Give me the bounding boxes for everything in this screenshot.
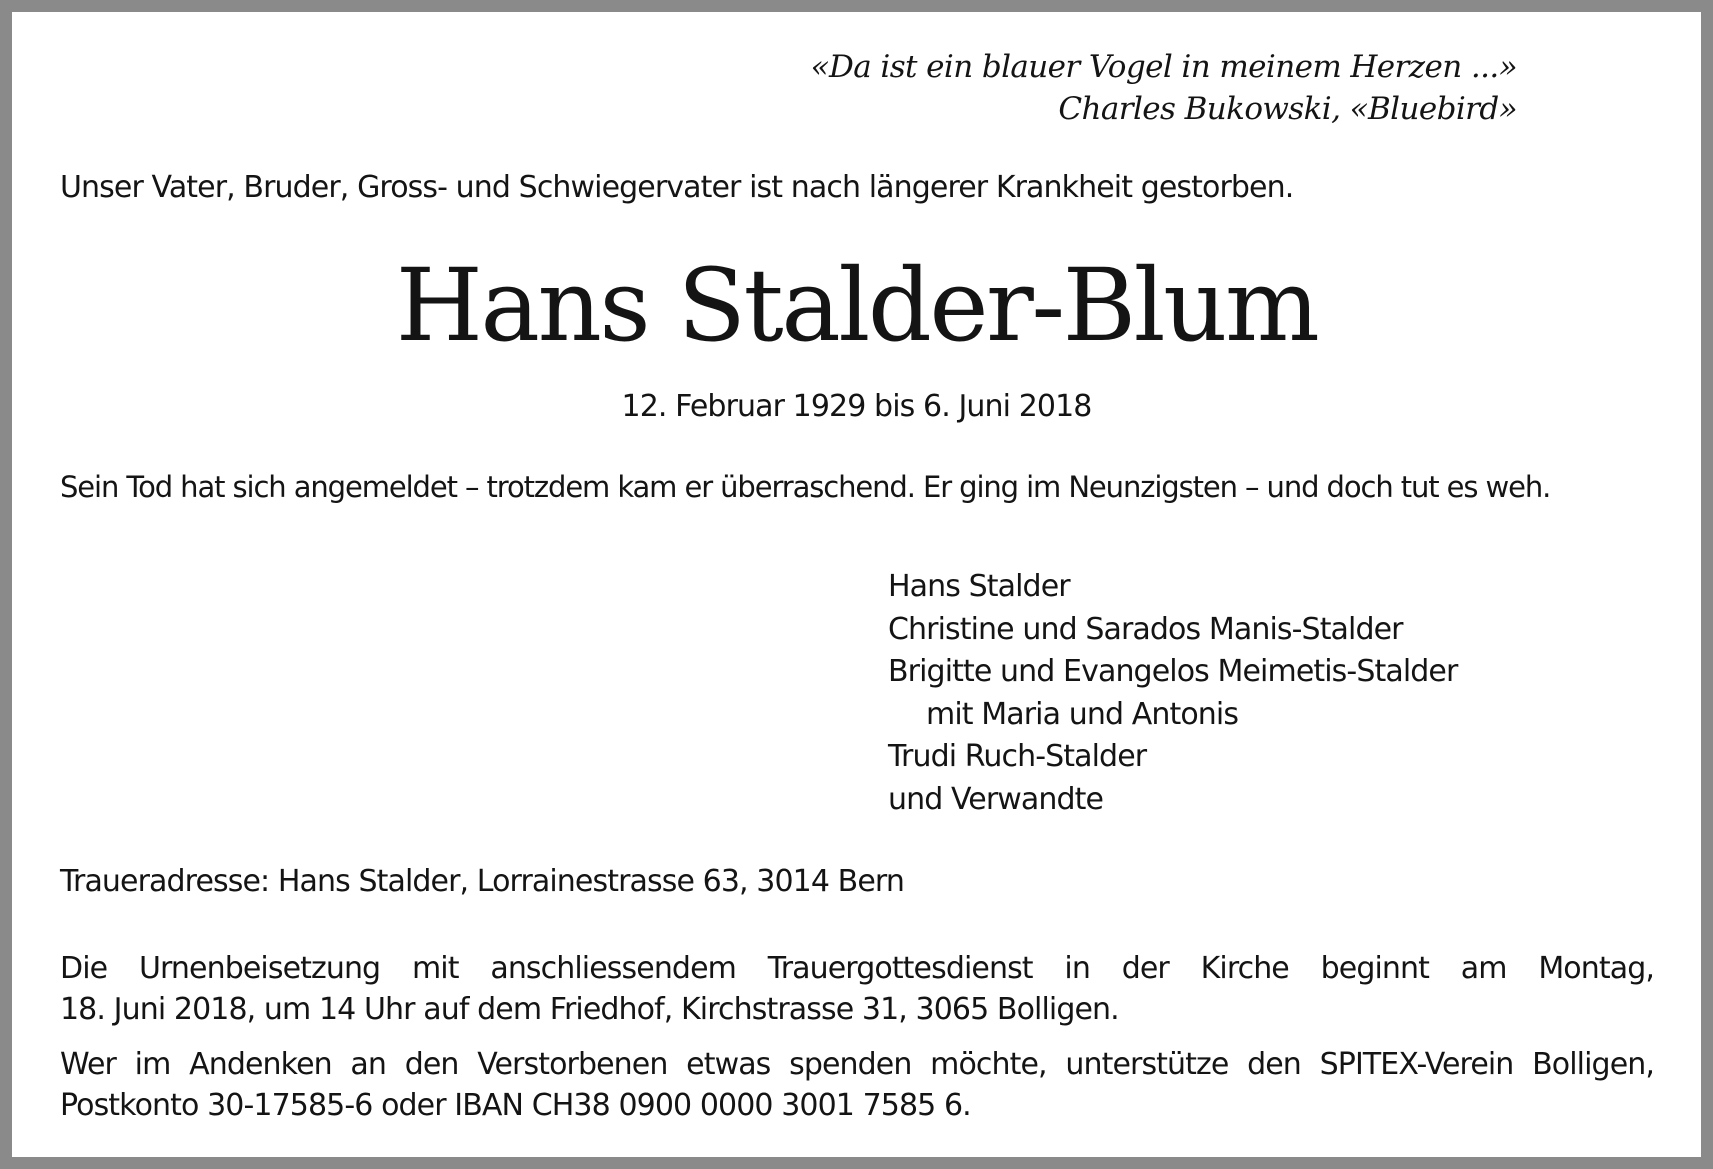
mourner-item: und Verwandte <box>888 781 1104 817</box>
deceased-name: Hans Stalder-Blum <box>395 247 1318 364</box>
intro-text: Unser Vater, Bruder, Gross- und Schwiegervater ist nach längerer Krankheit gestorben. <box>60 170 1294 205</box>
mourner-item: mit Maria und Antonis <box>926 696 1239 732</box>
mourner-item: Christine und Sarados Manis-Stalder <box>888 611 1403 647</box>
mourners-list <box>888 566 1457 821</box>
burial-line: Die Urnenbeisetzung mit anschliessendem Trauergottesdienst in der Kirche beginnt am Montag, <box>60 951 1654 986</box>
obituary-page <box>12 12 1701 1157</box>
quote-attribution: Charles Bukowski, «Bluebird» <box>1058 91 1517 127</box>
mourner-item: Hans Stalder <box>888 569 1070 604</box>
mourner-item: Brigitte und Evangelos Meimetis-Stalder <box>888 654 1458 689</box>
burial-notice <box>60 948 1654 1030</box>
quote-text: «Da ist ein blauer Vogel in meinem Herzen ...» <box>810 49 1517 85</box>
mourning-address: Traueradresse: Hans Stalder, Lorrainestrasse 63, 3014 Bern <box>60 864 904 899</box>
donation-line: Wer im Andenken an den Verstorbenen etwas spenden möchte, unterstütze den SPITEX-Verein Bolligen, <box>60 1047 1654 1082</box>
mourner-item: Trudi Ruch-Stalder <box>888 739 1147 774</box>
donation-notice <box>60 1044 1654 1126</box>
donation-line: Postkonto 30-17585-6 oder IBAN CH38 0900 0000 3001 7585 6. <box>60 1088 971 1123</box>
burial-line: 18. Juni 2018, um 14 Uhr auf dem Friedhof, Kirchstrasse 31, 3065 Bolligen. <box>60 992 1119 1027</box>
epigraph-quote <box>811 46 1517 130</box>
life-dates: 12. Februar 1929 bis 6. Juni 2018 <box>621 389 1092 424</box>
memorial-sentence: Sein Tod hat sich angemeldet – trotzdem kam er überraschend. Er ging im Neunzigsten – und doch tut es weh. <box>60 470 1551 504</box>
